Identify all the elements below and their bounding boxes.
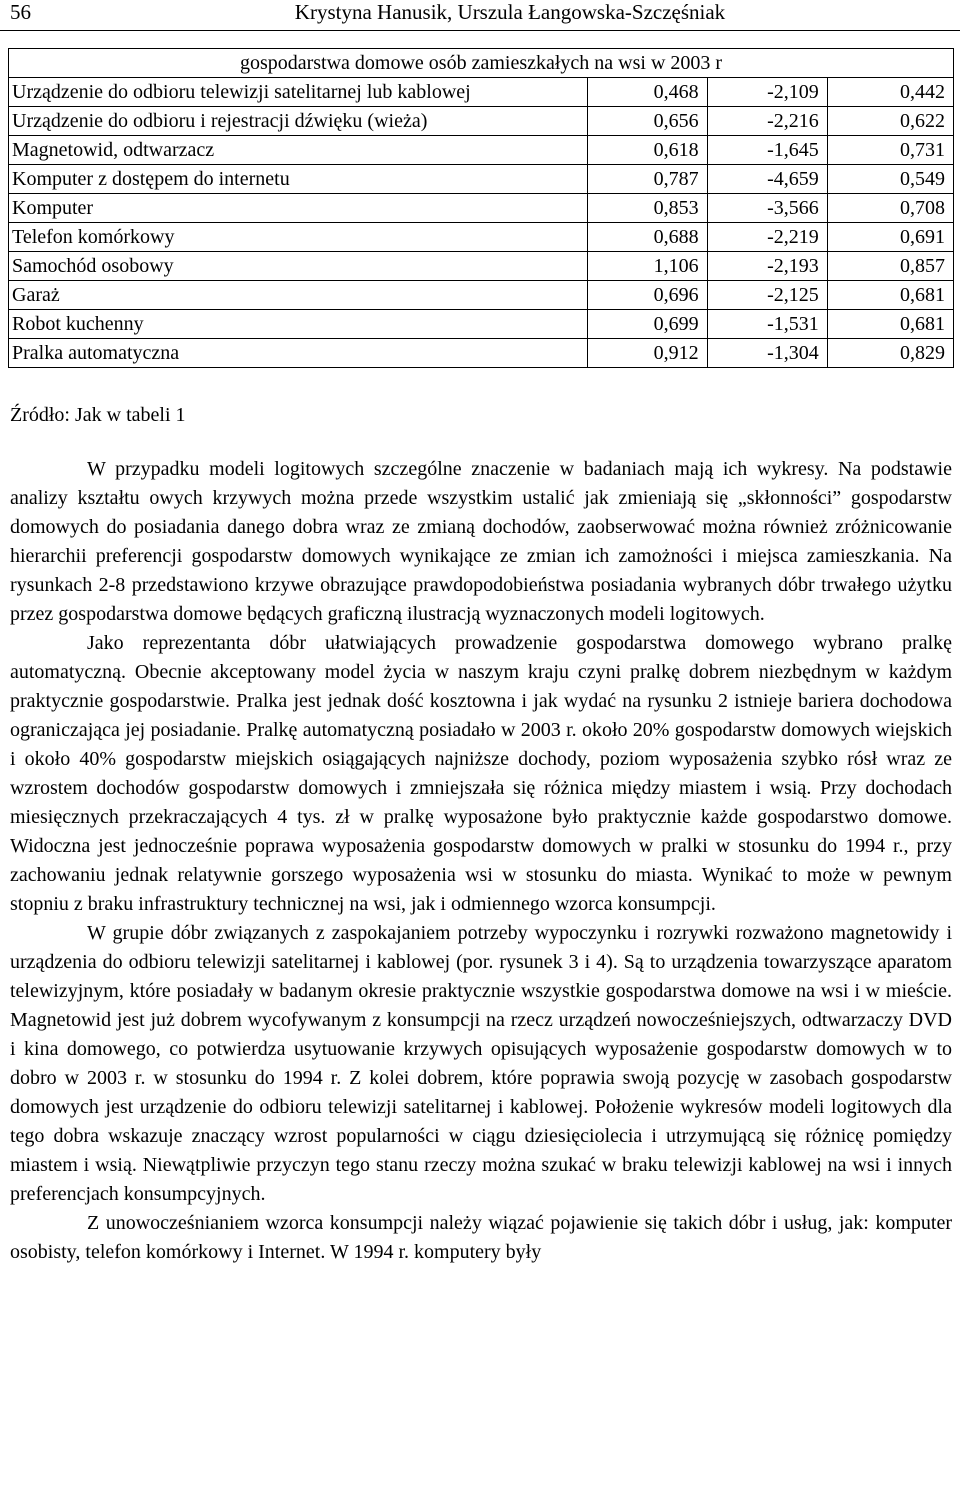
table-row	[9, 223, 954, 252]
row-value-1: 0,656	[587, 107, 707, 136]
row-value-2: -2,193	[707, 252, 827, 281]
body-paragraph: Jako reprezentanta dóbr ułatwiających prowadzenie gospodarstwa domowego wybrano pralkę automatyczną. Obecnie akceptowany model życia w naszym kraju czyni pralkę dobrem niezbędnym w każdym praktycznie gospodarstwie. Pralka jest jednak dość kosztowna i jak wydać na rysunku 2 istnieje bariera dochodowa ograniczająca jej posiadanie. Pralkę automatyczną posiadało w 2003 r. około 20% gospodarstw domowych wiejskich i około 40% gospodarstw miejskich osiągających najniższe dochody, poziom wyposażenia szybko rósł wraz ze wzrostem dochodów gospodarstw domowych i zmniejszała się różnica między miastem i wsią. Przy dochodach miesięcznych przekraczających 4 tys. zł w pralkę wyposażone było praktycznie każde gospodarstwo domowe. Widoczna jest jednocześnie poprawa wyposażenia gospodarstw domowych w pralki w stosunku do 1994 r., przy zachowaniu jednak relatywnie gorszego wyposażenia wsi w stosunku do miasta. Wynikać to może w pewnym stopniu z braku infrastruktury technicznej na wsi, jak i odmiennego wzorca konsumpcji.	[10, 632, 952, 915]
row-value-2: -4,659	[707, 165, 827, 194]
table-title-row	[9, 49, 954, 78]
table-source-note: Źródło: Jak w tabeli 1	[10, 404, 186, 426]
row-value-1: 0,912	[587, 339, 707, 368]
table-title: gospodarstwa domowe osób zamieszkałych na wsi w 2003 r	[9, 49, 954, 78]
body-paragraph: W przypadku modeli logitowych szczególne znaczenie w badaniach mają ich wykresy. Na podstawie analizy kształtu owych krzywych można przede wszystkim ustalić jak zmieniają się „skłonności” gospodarstw domowych do posiadania danego dobra wraz ze zmianą dochodów, zaobserwować można również zróżnicowanie hierarchii preferencji gospodarstw domowych wynikające ze zmian ich zamożności i miejsca zamieszkania. Na rysunkach 2-8 przedstawiono krzywe obrazujące prawdopodobieństwa posiadania wybranych dóbr trwałego użytku przez gospodarstwa domowe będących graficzną ilustracją wyznaczonych modeli logitowych.	[10, 458, 952, 625]
row-value-3: 0,442	[827, 78, 953, 107]
row-value-3: 0,691	[827, 223, 953, 252]
row-value-3: 0,731	[827, 136, 953, 165]
row-label: Robot kuchenny	[9, 310, 588, 339]
row-value-3: 0,622	[827, 107, 953, 136]
row-value-1: 0,696	[587, 281, 707, 310]
table-row	[9, 78, 954, 107]
row-value-1: 0,787	[587, 165, 707, 194]
row-value-3: 0,681	[827, 281, 953, 310]
page-header	[0, 0, 960, 31]
row-value-2: -2,219	[707, 223, 827, 252]
row-label: Komputer z dostępem do internetu	[9, 165, 588, 194]
page-number: 56	[10, 0, 31, 24]
body-paragraph: W grupie dóbr związanych z zaspokajaniem potrzeby wypoczynku i rozrywki rozważono magnetowidy i urządzenia do odbioru telewizji satelitarnej i kablowej (por. rysunek 3 i 4). Są to urządzenia towarzyszące aparatom telewizyjnym, które posiadały w badanym okresie praktycznie wszystkie gospodarstwa domowe na wsi i w mieście. Magnetowid jest już dobrem wycofywanym z konsumpcji na rzecz urządzeń nowocześniejszych, odtwarzaczy DVD i kina domowego, co potwierdza usytuowanie krzywych opisujących wyposażenie gospodarstw domowych w to dobro w 2003 r. w stosunku do 1994 r. Z kolei dobrem, które poprawia swoją pozycję w zasobach gospodarstw domowych jest urządzenie do odbioru telewizji satelitarnej i kablowej. Położenie wykresów modeli logitowych dla tego dobra wskazuje znaczący wzrost popularności w ciągu dziesięciolecia i utrzymującą się różnicę pomiędzy miastem i wsią. Niewątpliwie przyczyn tego stanu rzeczy można szukać w braku telewizji kablowej na wsi i innych preferencjach konsumpcyjnych.	[10, 922, 952, 1205]
row-value-3: 0,857	[827, 252, 953, 281]
row-value-1: 0,468	[587, 78, 707, 107]
row-label: Telefon komórkowy	[9, 223, 588, 252]
row-value-3: 0,681	[827, 310, 953, 339]
row-value-1: 0,618	[587, 136, 707, 165]
table-row	[9, 107, 954, 136]
row-value-1: 1,106	[587, 252, 707, 281]
row-value-1: 0,688	[587, 223, 707, 252]
body-text	[10, 455, 952, 1267]
table-row	[9, 194, 954, 223]
row-value-2: -1,645	[707, 136, 827, 165]
row-label: Garaż	[9, 281, 588, 310]
row-value-1: 0,853	[587, 194, 707, 223]
row-value-3: 0,549	[827, 165, 953, 194]
row-label: Urządzenie do odbioru i rejestracji dźwięku (wieża)	[9, 107, 588, 136]
row-label: Pralka automatyczna	[9, 339, 588, 368]
row-label: Urządzenie do odbioru telewizji satelitarnej lub kablowej	[9, 78, 588, 107]
table-row	[9, 136, 954, 165]
row-label: Komputer	[9, 194, 588, 223]
logit-coefficients-table	[8, 48, 954, 368]
running-header-authors: Krystyna Hanusik, Urszula Łangowska-Szczęśniak	[294, 0, 726, 24]
row-label: Magnetowid, odtwarzacz	[9, 136, 588, 165]
table-row	[9, 252, 954, 281]
table-row	[9, 339, 954, 368]
row-value-2: -1,531	[707, 310, 827, 339]
table-row	[9, 281, 954, 310]
table-row	[9, 165, 954, 194]
row-value-3: 0,708	[827, 194, 953, 223]
row-value-2: -1,304	[707, 339, 827, 368]
row-value-3: 0,829	[827, 339, 953, 368]
row-value-2: -2,216	[707, 107, 827, 136]
row-value-2: -3,566	[707, 194, 827, 223]
row-value-1: 0,699	[587, 310, 707, 339]
row-label: Samochód osobowy	[9, 252, 588, 281]
row-value-2: -2,125	[707, 281, 827, 310]
table-row	[9, 310, 954, 339]
body-paragraph: Z unowocześnianiem wzorca konsumpcji należy wiązać pojawienie się takich dóbr i usług, jak: komputer osobisty, telefon komórkowy i Internet. W 1994 r. komputery były	[10, 1212, 952, 1263]
row-value-2: -2,109	[707, 78, 827, 107]
